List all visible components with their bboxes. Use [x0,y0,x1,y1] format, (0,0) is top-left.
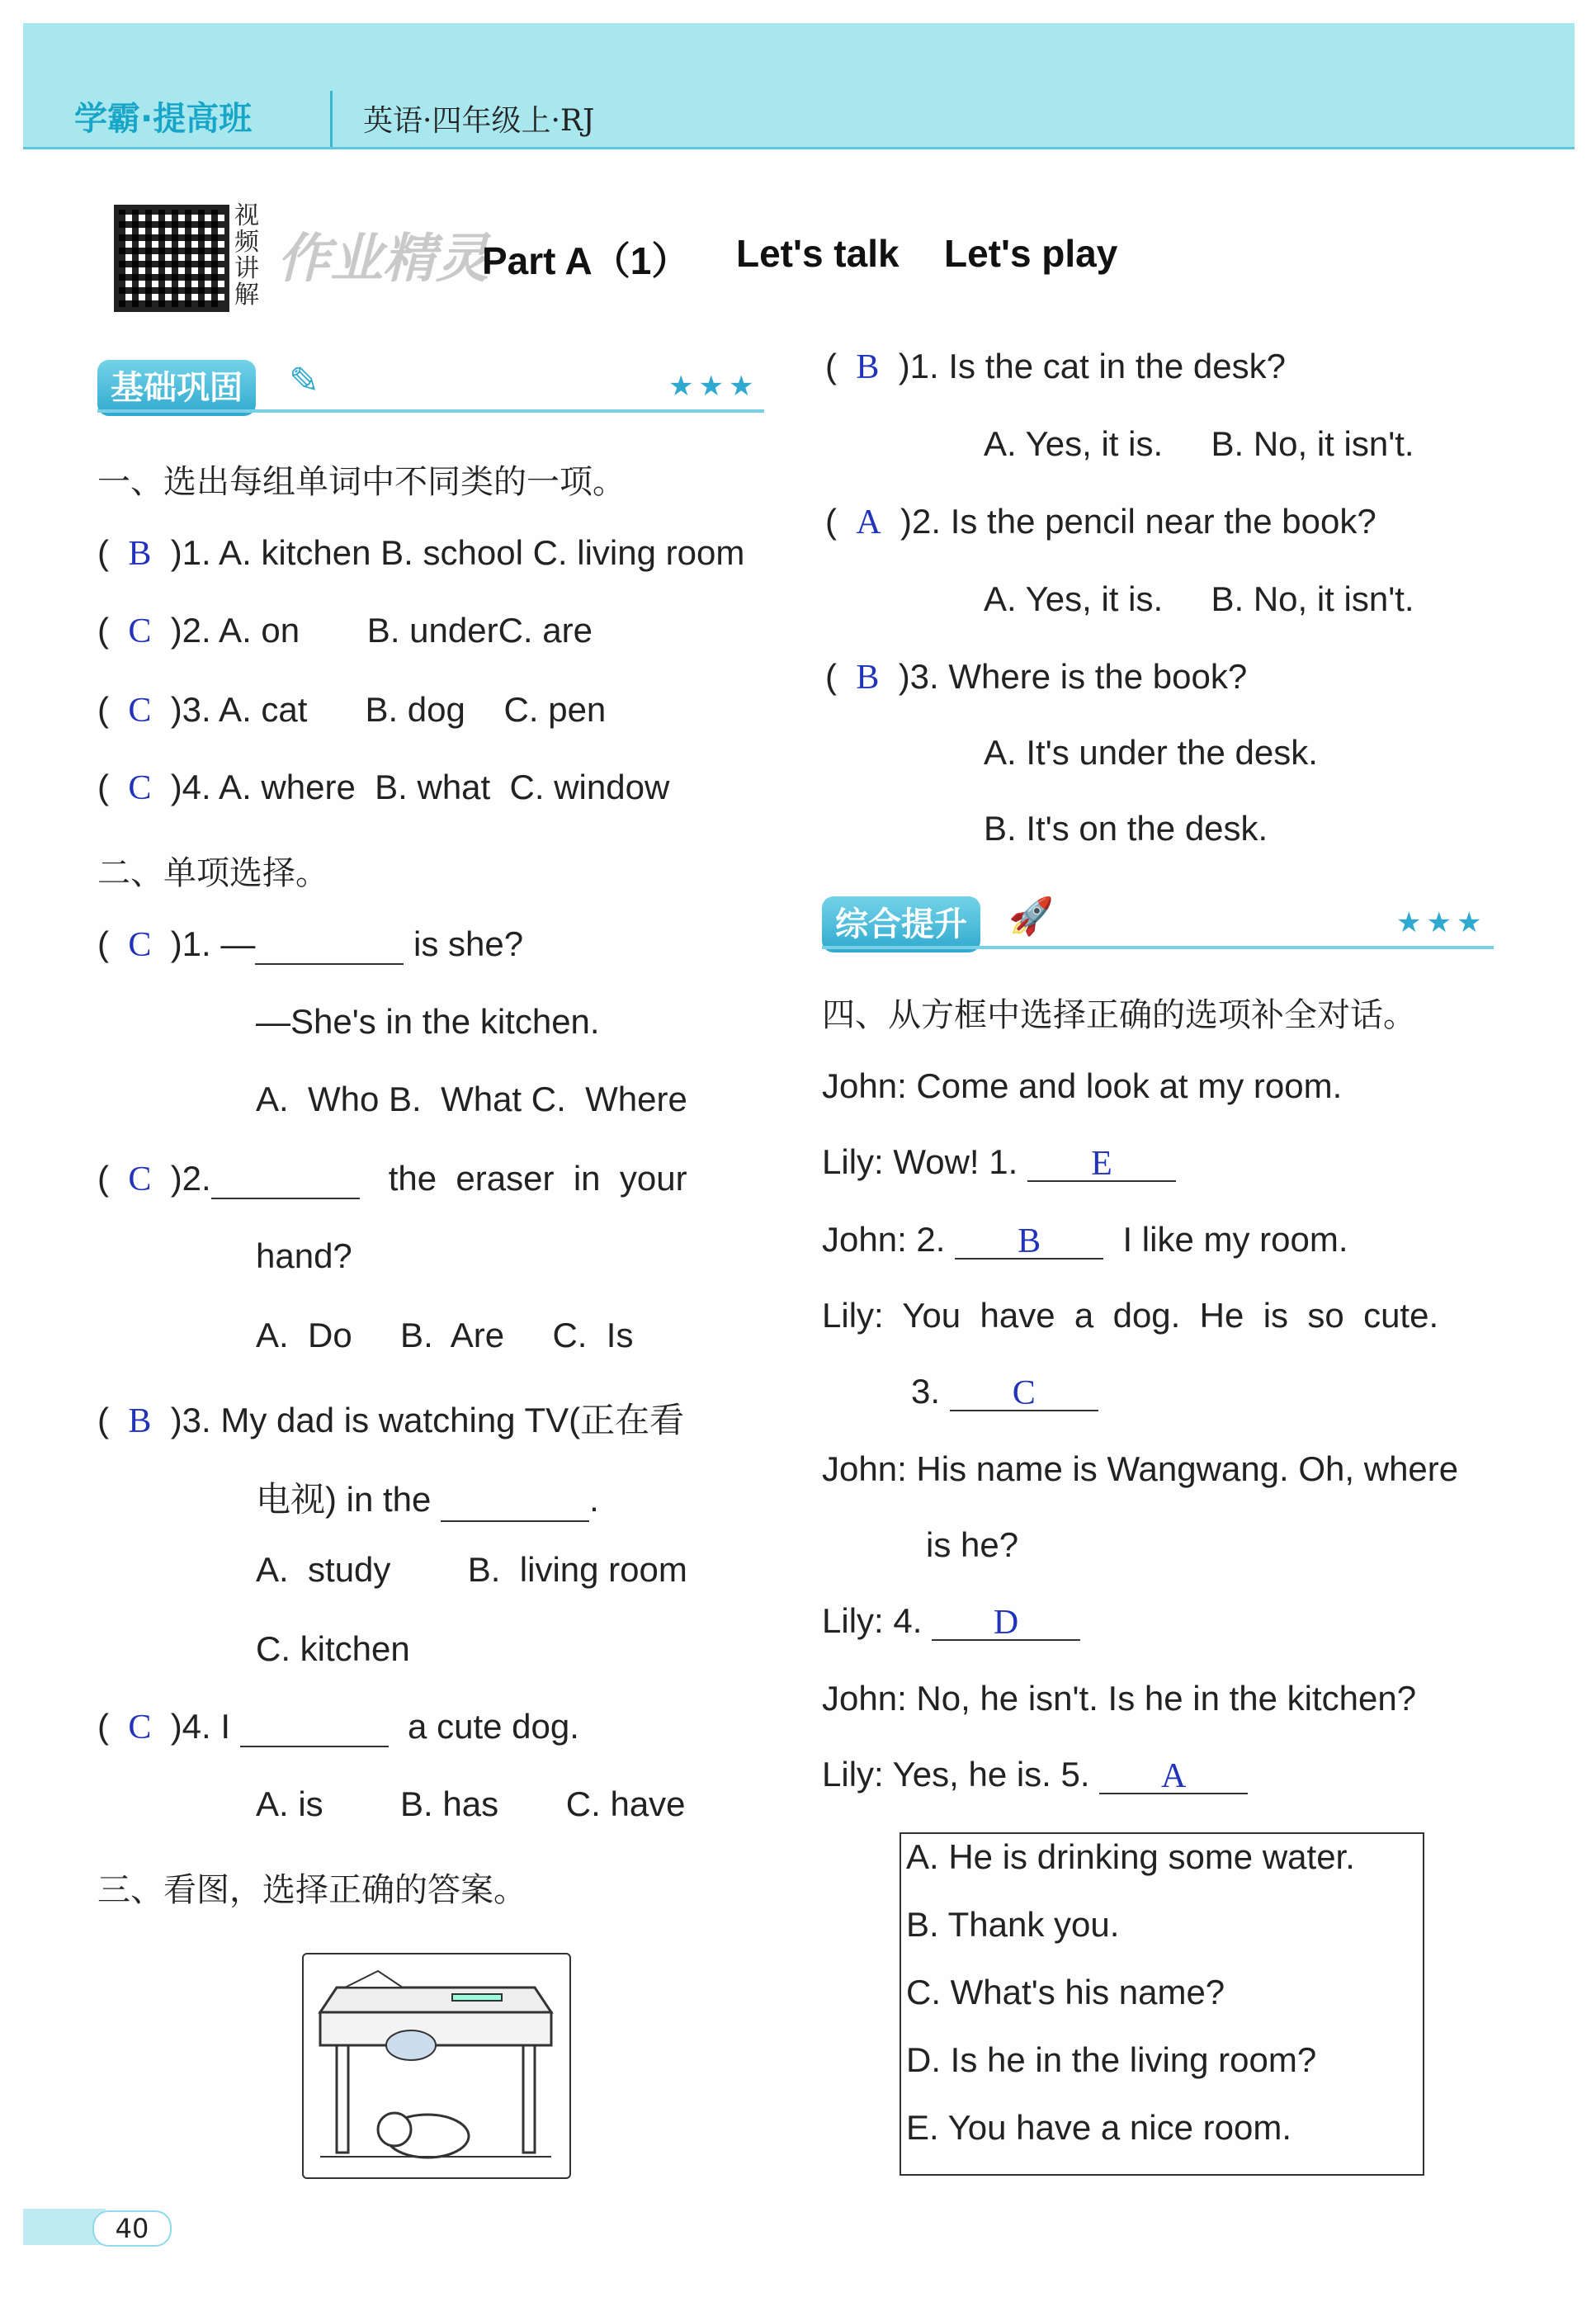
s2-q3-options-1: A. study B. living room [256,1550,687,1589]
s2-q1: ( C )1. — is she? [97,924,524,964]
desk-cat-icon [304,1954,569,2177]
section4-heading: 四、从方框中选择正确的选项补全对话。 [822,996,1416,1034]
blank: D [932,1603,1080,1641]
dialogue-line-9: John: No, he isn't. Is he in the kitchen? [822,1679,1417,1718]
subject-label: 英语·四年级上·RJ [363,104,595,138]
blank [441,1484,589,1522]
s3-item-3-option-a: A. It's under the desk. [984,733,1318,772]
dialogue-line-6: John: His name is Wangwang. Oh, where [822,1449,1459,1488]
answer: C [128,692,152,730]
s2-q3: ( B )3. My dad is watching TV(正在看 [97,1401,685,1440]
qr-code-icon[interactable] [114,205,229,312]
answer: B [856,659,880,697]
dialogue-line-5: 3. C [911,1372,1098,1411]
s3-item-3-option-b: B. It's on the desk. [984,809,1268,848]
answer: C [128,926,152,964]
box-option-e: E. You have a nice room. [906,2108,1291,2147]
box-option-d: D. Is he in the living room? [906,2040,1317,2079]
section1-heading: 一、选出每组单词中不同类的一项。 [97,463,626,501]
dialogue-line-10: Lily: Yes, he is. 5. A [822,1755,1248,1794]
s1-item-4: ( C )4. A. where B. what C. window [97,768,670,807]
answer: A [856,503,881,541]
dialogue-line-7: is he? [926,1525,1019,1564]
blank: B [955,1222,1103,1260]
rocket-icon: 🚀 [1008,896,1054,938]
s2-q4: ( C )4. I a cute dog. [97,1707,579,1746]
page-number: 40 [92,2210,172,2247]
answer: B [856,348,880,386]
section-badge-advance: 综合提升 [822,896,980,952]
s2-q4-options: A. is B. has C. have [256,1784,686,1823]
box-option-b: B. Thank you. [906,1905,1120,1944]
desk-cat-illustration [302,1953,571,2179]
s2-q1-reply: —She's in the kitchen. [256,1002,600,1041]
section-underline [822,946,1494,949]
brand-logo: 学霸·提高班 [74,100,253,138]
section-underline [97,409,764,413]
answer: C [128,612,152,650]
answer: C [128,1160,152,1198]
blank [240,1709,389,1747]
section-badge-basic: 基础巩固 [97,360,256,416]
blank: C [950,1373,1098,1411]
blank: A [1099,1756,1248,1794]
answer: B [128,1402,152,1440]
answer: C [128,1709,152,1746]
options-box [900,1832,1424,2176]
dialogue-line-3: John: 2. B I like my room. [822,1220,1348,1260]
lesson-title-part: Part A（1） [482,239,690,282]
blank [255,927,404,965]
blank: E [1027,1144,1176,1182]
section3-heading: 三、看图，选择正确的答案。 [97,1871,526,1909]
answer: B [128,535,152,573]
s1-item-2: ( C )2. A. on B. underC. are [97,611,593,650]
difficulty-stars: ★★★ [668,370,759,403]
watermark: 作业精灵 [277,229,489,290]
s3-item-1-options: A. Yes, it is. B. No, it isn't. [984,424,1414,463]
s3-item-2: ( A )2. Is the pencil near the book? [825,502,1376,541]
header-divider [330,91,333,147]
s1-item-3: ( C )3. A. cat B. dog C. pen [97,690,607,730]
s2-q3-options-2: C. kitchen [256,1629,410,1668]
s2-q3-cont: 电视) in the . [256,1472,599,1522]
dialogue-line-8: Lily: 4. D [822,1601,1080,1641]
dialogue-line-4: Lily: You have a dog. He is so cute. [822,1296,1439,1335]
qr-label: 视频讲解 [234,201,259,310]
box-option-c: C. What's his name? [906,1973,1225,2011]
lesson-title-talk: Let's talk [736,232,900,275]
s3-item-2-options: A. Yes, it is. B. No, it isn't. [984,579,1414,618]
s1-item-1: ( B )1. A. kitchen B. school C. living room [97,533,745,573]
answer: C [128,769,152,807]
box-option-a: A. He is drinking some water. [906,1837,1355,1876]
difficulty-stars: ★★★ [1396,906,1487,939]
s2-q1-options: A. Who B. What C. Where [256,1080,687,1118]
s2-q2: ( C )2. the eraser in your [97,1159,687,1198]
s2-q2-cont: hand? [256,1236,352,1275]
pencil-icon: ✎ [289,360,319,402]
dialogue-line-2: Lily: Wow! 1. E [822,1142,1176,1182]
s3-item-3: ( B )3. Where is the book? [825,657,1248,697]
page-header-band [23,23,1575,149]
s2-q2-options: A. Do B. Are C. Is [256,1316,634,1354]
lesson-title-play: Let's play [944,232,1118,275]
dialogue-line-1: John: Come and look at my room. [822,1066,1343,1105]
section2-heading: 二、单项选择。 [97,854,328,892]
s3-item-1: ( B )1. Is the cat in the desk? [825,347,1286,386]
blank [211,1161,360,1199]
